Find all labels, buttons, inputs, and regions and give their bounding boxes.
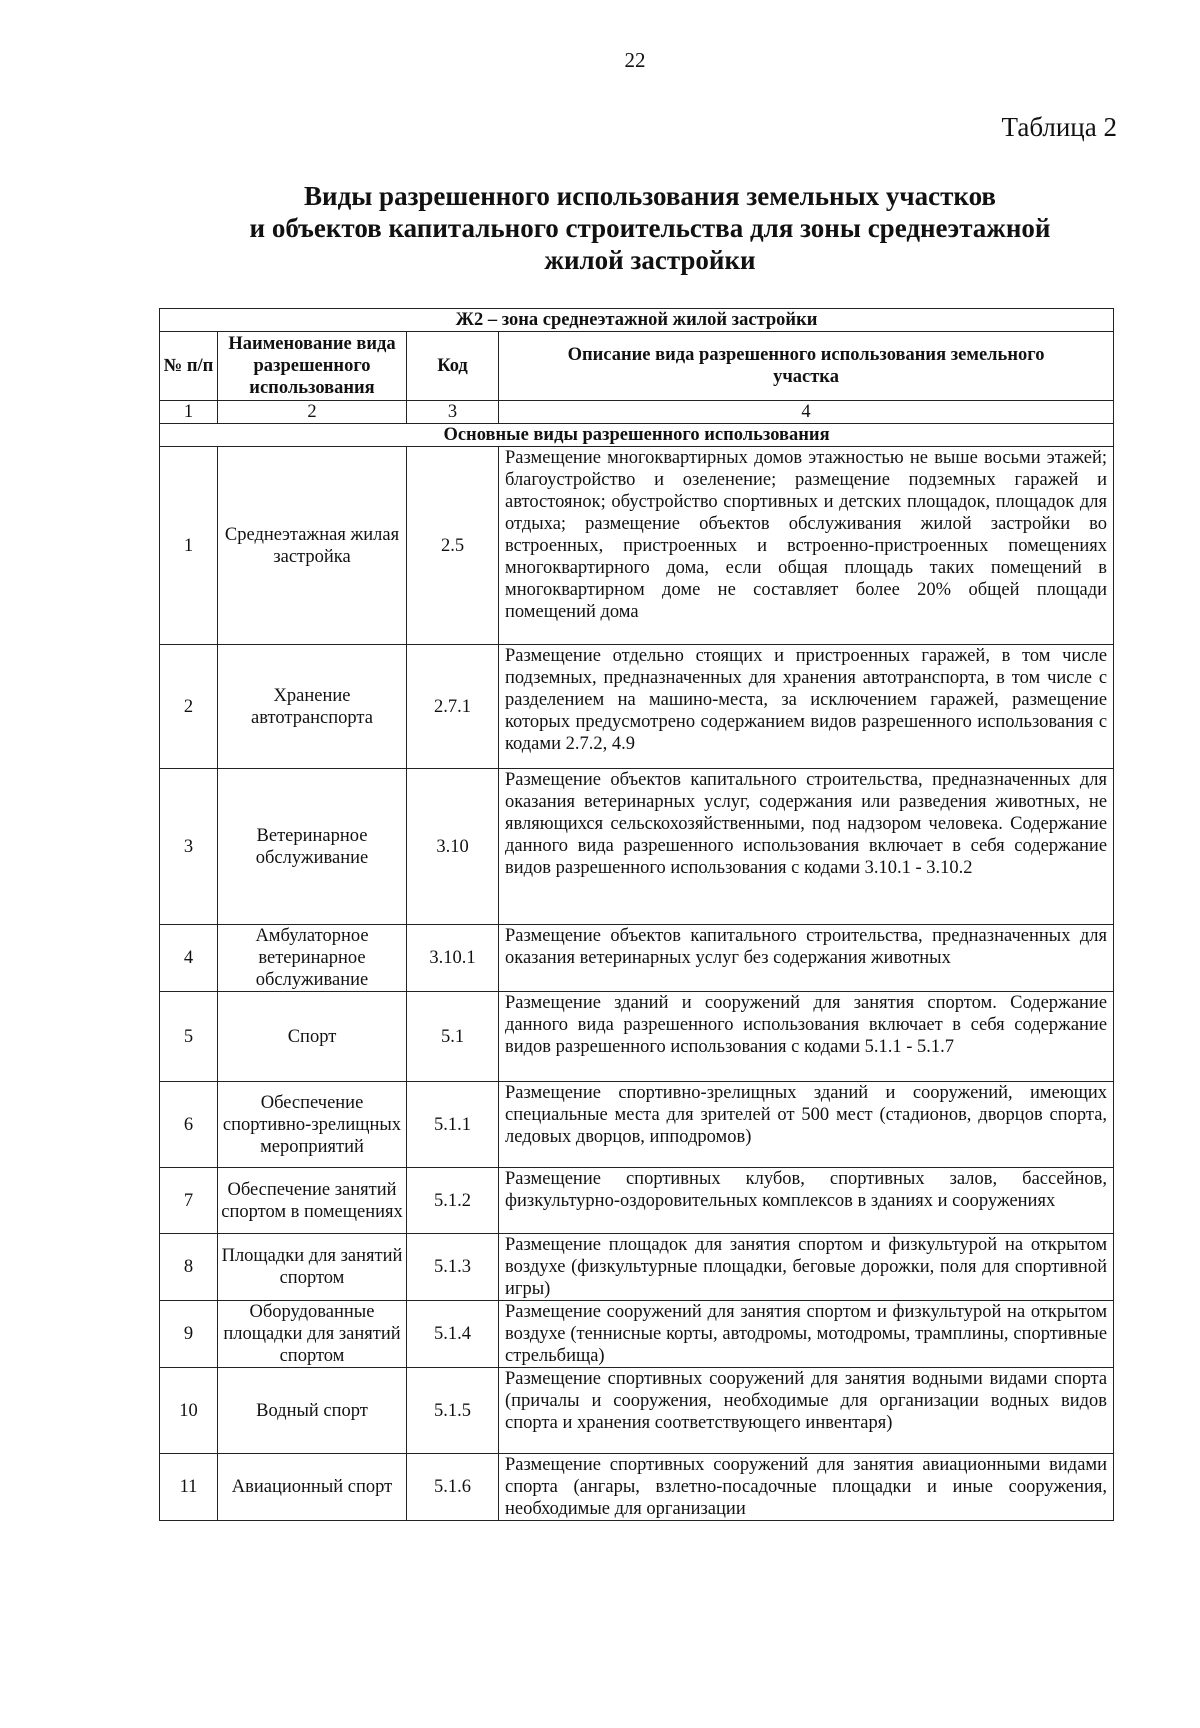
land-use-name: Обеспечение занятий спортом в помещениях [218,1168,407,1234]
land-use-description: Размещение спортивных сооружений для занятия водными видами спорта (причалы и сооружения, необходимые для организации водных видов спорта и хранения соответствующего инвентаря) [499,1368,1114,1454]
land-use-description: Размещение спортивных клубов, спортивных залов, бассейнов, физкультурно-оздоровительных комплексов в зданиях и сооружениях [499,1168,1114,1234]
row-number: 8 [160,1234,218,1301]
land-use-code: 5.1.1 [407,1082,499,1168]
row-number: 9 [160,1301,218,1368]
land-use-name: Хранение автотранспорта [218,645,407,769]
land-use-description: Размещение сооружений для занятия спортом и физкультурой на открытом воздухе (теннисные корты, автодромы, мотодромы, трамплины, спортивные стрельбища) [499,1301,1114,1368]
header-num: № п/п [160,332,218,401]
column-number-row [160,401,1114,424]
land-use-name: Спорт [218,992,407,1082]
title-line: Виды разрешенного использования земельных участков [304,181,996,211]
table-row [160,1082,1114,1168]
row-number: 7 [160,1168,218,1234]
row-number: 2 [160,645,218,769]
header-description: Описание вида разрешенного использования земельного участка [499,332,1114,401]
table-row [160,992,1114,1082]
row-number: 3 [160,769,218,925]
row-number: 4 [160,925,218,992]
page-number: 22 [624,48,646,72]
row-number: 10 [160,1368,218,1454]
land-use-description: Размещение объектов капитального строительства, предназначенных для оказания ветеринарных услуг без содержания животных [499,925,1114,992]
row-number: 6 [160,1082,218,1168]
document-title [150,180,1150,276]
land-use-name: Амбулаторное ветеринарное обслуживание [218,925,407,992]
land-use-name: Ветеринарное обслуживание [218,769,407,925]
row-number: 1 [160,447,218,645]
table-row [160,925,1114,992]
table-label: Таблица 2 [1001,112,1117,142]
row-number: 11 [160,1454,218,1521]
table-row [160,1234,1114,1301]
land-use-code: 5.1.5 [407,1368,499,1454]
land-use-code: 5.1.3 [407,1234,499,1301]
zone-header: Ж2 – зона среднеэтажной жилой застройки [160,309,1114,332]
section-row [160,424,1114,447]
land-use-description: Размещение отдельно стоящих и пристроенных гаражей, в том числе подземных, предназначенных для хранения автотранспорта, в том числе с разделением на машино-места, за исключением гаражей, размещение которых предусмотрено содержанием видов разрешенного использования с кодами 2.7.2, 4.9 [499,645,1114,769]
zone-header-row [160,309,1114,332]
land-use-description: Размещение объектов капитального строительства, предназначенных для оказания ветеринарных услуг, содержания или разведения животных, не являющихся сельскохозяйственными, под надзором человека. Содержание данного вида разрешенного использования включает в себя содержание видов разрешенного использования с кодами 3.10.1 - 3.10.2 [499,769,1114,925]
land-use-name: Обеспечение спортивно-зрелищных мероприятий [218,1082,407,1168]
land-use-code: 5.1.4 [407,1301,499,1368]
column-header-row [160,332,1114,401]
table-row [160,447,1114,645]
land-use-code: 3.10.1 [407,925,499,992]
land-use-code: 3.10 [407,769,499,925]
land-use-code: 5.1.6 [407,1454,499,1521]
land-use-description: Размещение площадок для занятия спортом и физкультурой на открытом воздухе (физкультурные площадки, беговые дорожки, поля для спортивной игры) [499,1234,1114,1301]
column-number: 1 [160,401,218,424]
header-code: Код [407,332,499,401]
table-row [160,769,1114,925]
land-use-code: 5.1.2 [407,1168,499,1234]
column-number: 2 [218,401,407,424]
title-line: жилой застройки [544,245,756,275]
land-use-name: Площадки для занятий спортом [218,1234,407,1301]
land-use-code: 2.7.1 [407,645,499,769]
table-row [160,1368,1114,1454]
land-use-name: Оборудованные площадки для занятий спортом [218,1301,407,1368]
row-number: 5 [160,992,218,1082]
land-use-code: 2.5 [407,447,499,645]
land-use-description: Размещение зданий и сооружений для занятия спортом. Содержание данного вида разрешенного использования включает в себя содержание видов разрешенного использования с кодами 5.1.1 - 5.1.7 [499,992,1114,1082]
header-name: Наименование вида разрешенного использования [218,332,407,401]
table-row [160,1168,1114,1234]
land-use-name: Среднеэтажная жилая застройка [218,447,407,645]
table-row [160,1454,1114,1521]
land-use-description: Размещение спортивных сооружений для занятия авиационными видами спорта (ангары, взлетно-посадочные площадки и иные сооружения, необходимые для организации [499,1454,1114,1521]
land-use-name: Водный спорт [218,1368,407,1454]
section-header: Основные виды разрешенного использования [160,424,1114,447]
column-number: 3 [407,401,499,424]
land-use-table [159,308,1114,1521]
land-use-code: 5.1 [407,992,499,1082]
table-row [160,1301,1114,1368]
title-line: и объектов капитального строительства для зоны среднеэтажной [249,213,1051,243]
column-number: 4 [499,401,1114,424]
land-use-description: Размещение спортивно-зрелищных зданий и сооружений, имеющих специальные места для зрителей от 500 мест (стадионов, дворцов спорта, ледовых дворцов, ипподромов) [499,1082,1114,1168]
land-use-name: Авиационный спорт [218,1454,407,1521]
land-use-description: Размещение многоквартирных домов этажностью не выше восьми этажей; благоустройство и озеленение; размещение подземных гаражей и автостоянок; обустройство спортивных и детских площадок, площадок для отдыха; размещение объектов обслуживания жилой застройки во встроенных, пристроенных и встроенно-пристроенных помещениях многоквартирного дома, если общая площадь таких помещений в многоквартирном доме не составляет более 20% общей площади помещений дома [499,447,1114,645]
table-row [160,645,1114,769]
